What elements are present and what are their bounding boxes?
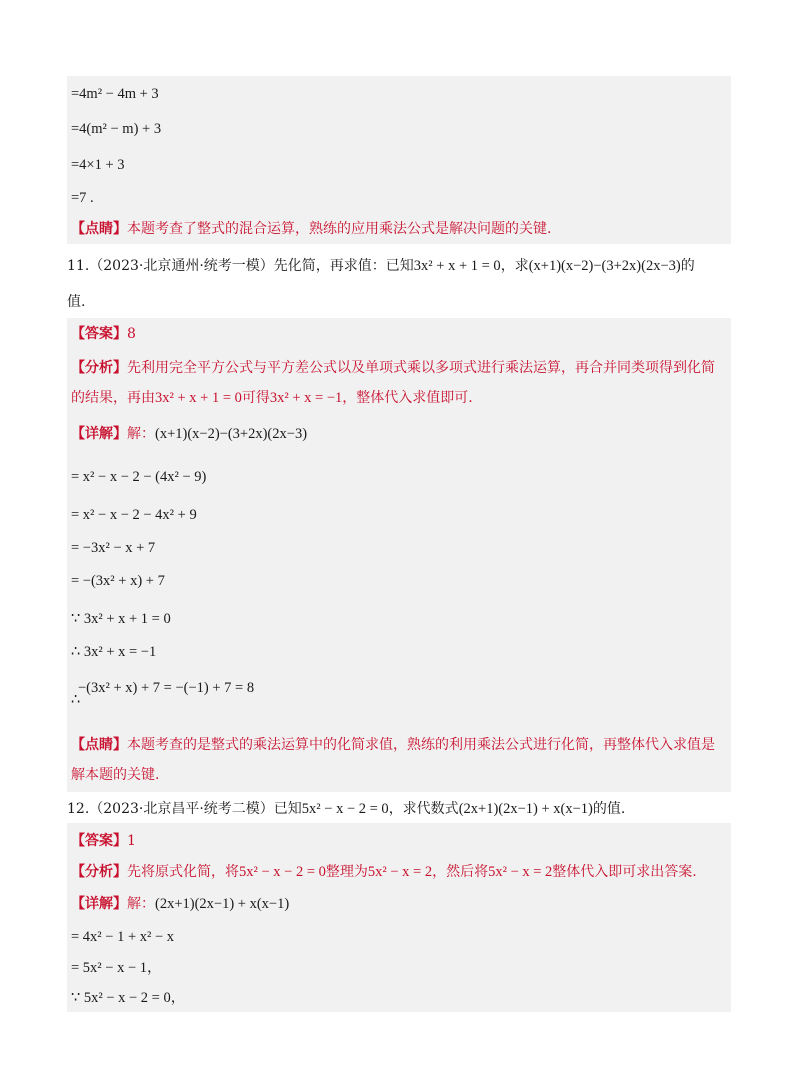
answer-tag: 【答案】: [71, 833, 127, 849]
analysis-line: [71, 358, 715, 378]
analysis-text: 整理为: [325, 864, 368, 880]
question-12-line: [67, 799, 625, 819]
question-condition: 3x² + x + 1 = 0: [413, 258, 501, 274]
comment-text: 本题考查了整式的混合运算，熟练的应用乘法公式是解决问题的关键.: [127, 221, 552, 237]
question-expression: (2x+1)(2x−1) + x(x−1): [458, 801, 593, 817]
detail-expression: (2x+1)(2x−1) + x(x−1): [155, 896, 290, 912]
question-number: 11.: [67, 258, 90, 274]
step-line: =7 .: [71, 190, 94, 206]
step-line: −(3x² + x) + 7 = −(−1) + 7 = 8: [78, 680, 255, 696]
comment-line: [71, 735, 715, 755]
detail-tag: 【详解】: [71, 426, 127, 442]
question-number: 12.: [67, 801, 90, 817]
comment-tag: 【点睛】: [71, 221, 127, 237]
answer-line: [71, 324, 136, 344]
question-condition: 5x² − x − 2 = 0: [301, 801, 389, 817]
question-source: （2023·北京通州·统考一模）先化简，再求值：已知: [89, 258, 414, 274]
question-expression: (x+1)(x−2)−(3+2x)(2x−3): [528, 258, 681, 274]
analysis-condition: 5x² − x = 2: [367, 864, 433, 880]
detail-prefix: 解：: [127, 426, 155, 442]
step-line: ∵ 3x² + x + 1 = 0: [71, 611, 171, 627]
question-text: 的值.: [592, 801, 626, 817]
question-text: 的: [680, 258, 695, 274]
analysis-text: 先利用完全平方公式与平方差公式以及单项式乘以多项式进行乘法运算，再合并同类项得到化简: [127, 360, 715, 376]
comment-text: 本题考查的是整式的乘法运算中的化简求值，熟练的利用乘法公式进行化简，再整体代入求值是: [127, 737, 715, 753]
analysis-tag: 【分析】: [71, 360, 127, 376]
analysis-tag: 【分析】: [71, 864, 127, 880]
analysis-text: 的结果，再由: [71, 390, 155, 406]
step-line: = x² − x − 2 − 4x² + 9: [71, 507, 197, 523]
comment-line: [71, 219, 551, 239]
therefore-symbol: ∴: [71, 692, 81, 708]
step-line: = 5x² − x − 1，: [71, 960, 162, 976]
analysis-line-2: [71, 388, 473, 408]
analysis-text: ，然后将: [432, 864, 489, 880]
step-line: =4×1 + 3: [71, 157, 125, 173]
analysis-condition: 3x² + x = −1: [269, 390, 343, 406]
analysis-text: 整体代入即可求出答案.: [552, 864, 697, 880]
step-line: = 4x² − 1 + x² − x: [71, 929, 175, 945]
detail-expression: (x+1)(x−2)−(3+2x)(2x−3): [155, 426, 308, 442]
analysis-text: 可得: [241, 390, 270, 406]
question-text: ，求代数式: [388, 801, 459, 817]
comment-tag: 【点睛】: [71, 737, 127, 753]
detail-prefix: 解：: [127, 896, 155, 912]
analysis-text: 先将原式化简，将: [127, 864, 239, 880]
analysis-condition: 3x² + x + 1 = 0: [155, 390, 242, 406]
question-text: ，求: [500, 258, 529, 274]
analysis-text: ，整体代入求值即可.: [342, 390, 473, 406]
detail-line: [71, 424, 307, 444]
detail-tag: 【详解】: [71, 896, 127, 912]
step-line: ∵ 5x² − x − 2 = 0，: [71, 990, 186, 1006]
answer-value: 1: [127, 833, 136, 849]
step-line: ∴ 3x² + x = −1: [71, 644, 157, 660]
question-11-line-2: 值.: [67, 294, 86, 310]
step-line: =4m² − 4m + 3: [71, 86, 159, 102]
detail-line: [71, 894, 289, 914]
answer-line: [71, 831, 136, 851]
question-11-line: [67, 256, 695, 276]
analysis-condition: 5x² − x − 2 = 0: [239, 864, 326, 880]
step-line: =4(m² − m) + 3: [71, 121, 162, 137]
step-line: = −(3x² + x) + 7: [71, 573, 165, 589]
comment-line-2: 解本题的关键.: [71, 767, 160, 783]
step-line: = x² − x − 2 − (4x² − 9): [71, 469, 207, 485]
answer-value: 8: [127, 326, 136, 342]
analysis-line: [71, 862, 697, 882]
question-source: （2023·北京昌平·统考二模）已知: [89, 801, 302, 817]
step-line: = −3x² − x + 7: [71, 540, 156, 556]
analysis-condition: 5x² − x = 2: [488, 864, 553, 880]
solution-block-q12: [67, 823, 731, 1012]
answer-tag: 【答案】: [71, 326, 127, 342]
